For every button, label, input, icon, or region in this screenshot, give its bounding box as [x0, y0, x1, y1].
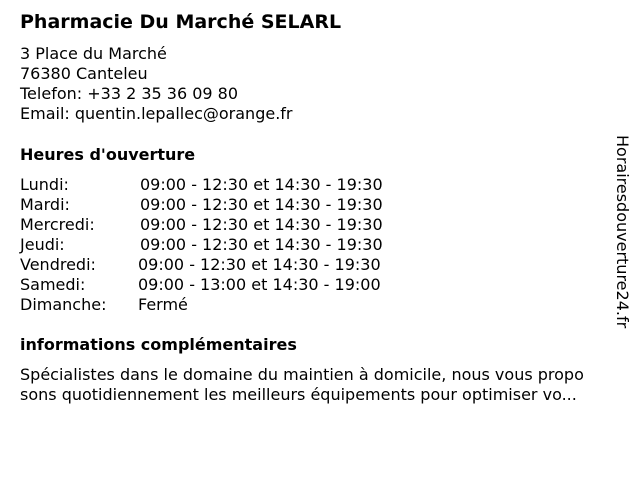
time-range: 09:00 - 12:30 et 14:30 - 19:30 [138, 255, 381, 274]
city: 76380 Canteleu [20, 64, 148, 83]
time-range: 09:00 - 12:30 et 14:30 - 19:30 [140, 175, 383, 194]
time-range: Fermé [138, 295, 188, 314]
day-label: Dimanche: [20, 295, 107, 314]
hours-heading: Heures d'ouverture [20, 145, 196, 164]
day-label: Lundi: [20, 175, 69, 194]
day-label: Jeudi: [20, 235, 65, 254]
description-line: Spécialistes dans le domaine du maintien à domicile, nous vous propo [20, 365, 584, 384]
day-label: Mercredi: [20, 215, 95, 234]
business-description [20, 365, 632, 405]
email: Email: quentin.lepallec@orange.fr [20, 104, 293, 123]
phone: Telefon: +33 2 35 36 09 80 [20, 84, 239, 103]
day-label: Vendredi: [20, 255, 96, 274]
description-line: sons quotidiennement les meilleurs équipements pour optimiser vo... [20, 385, 577, 404]
address-block [20, 44, 292, 124]
day-label: Mardi: [20, 195, 70, 214]
day-label: Samedi: [20, 275, 86, 294]
time-range: 09:00 - 12:30 et 14:30 - 19:30 [140, 215, 383, 234]
time-range: 09:00 - 13:00 et 14:30 - 19:00 [138, 275, 381, 294]
info-heading: informations complémentaires [20, 335, 297, 354]
time-range: 09:00 - 12:30 et 14:30 - 19:30 [140, 195, 383, 214]
business-name: Pharmacie Du Marché SELARL [20, 11, 342, 33]
site-watermark: Horairesdouverture24.fr [613, 135, 632, 329]
time-range: 09:00 - 12:30 et 14:30 - 19:30 [140, 235, 383, 254]
street-address: 3 Place du Marché [20, 44, 167, 63]
